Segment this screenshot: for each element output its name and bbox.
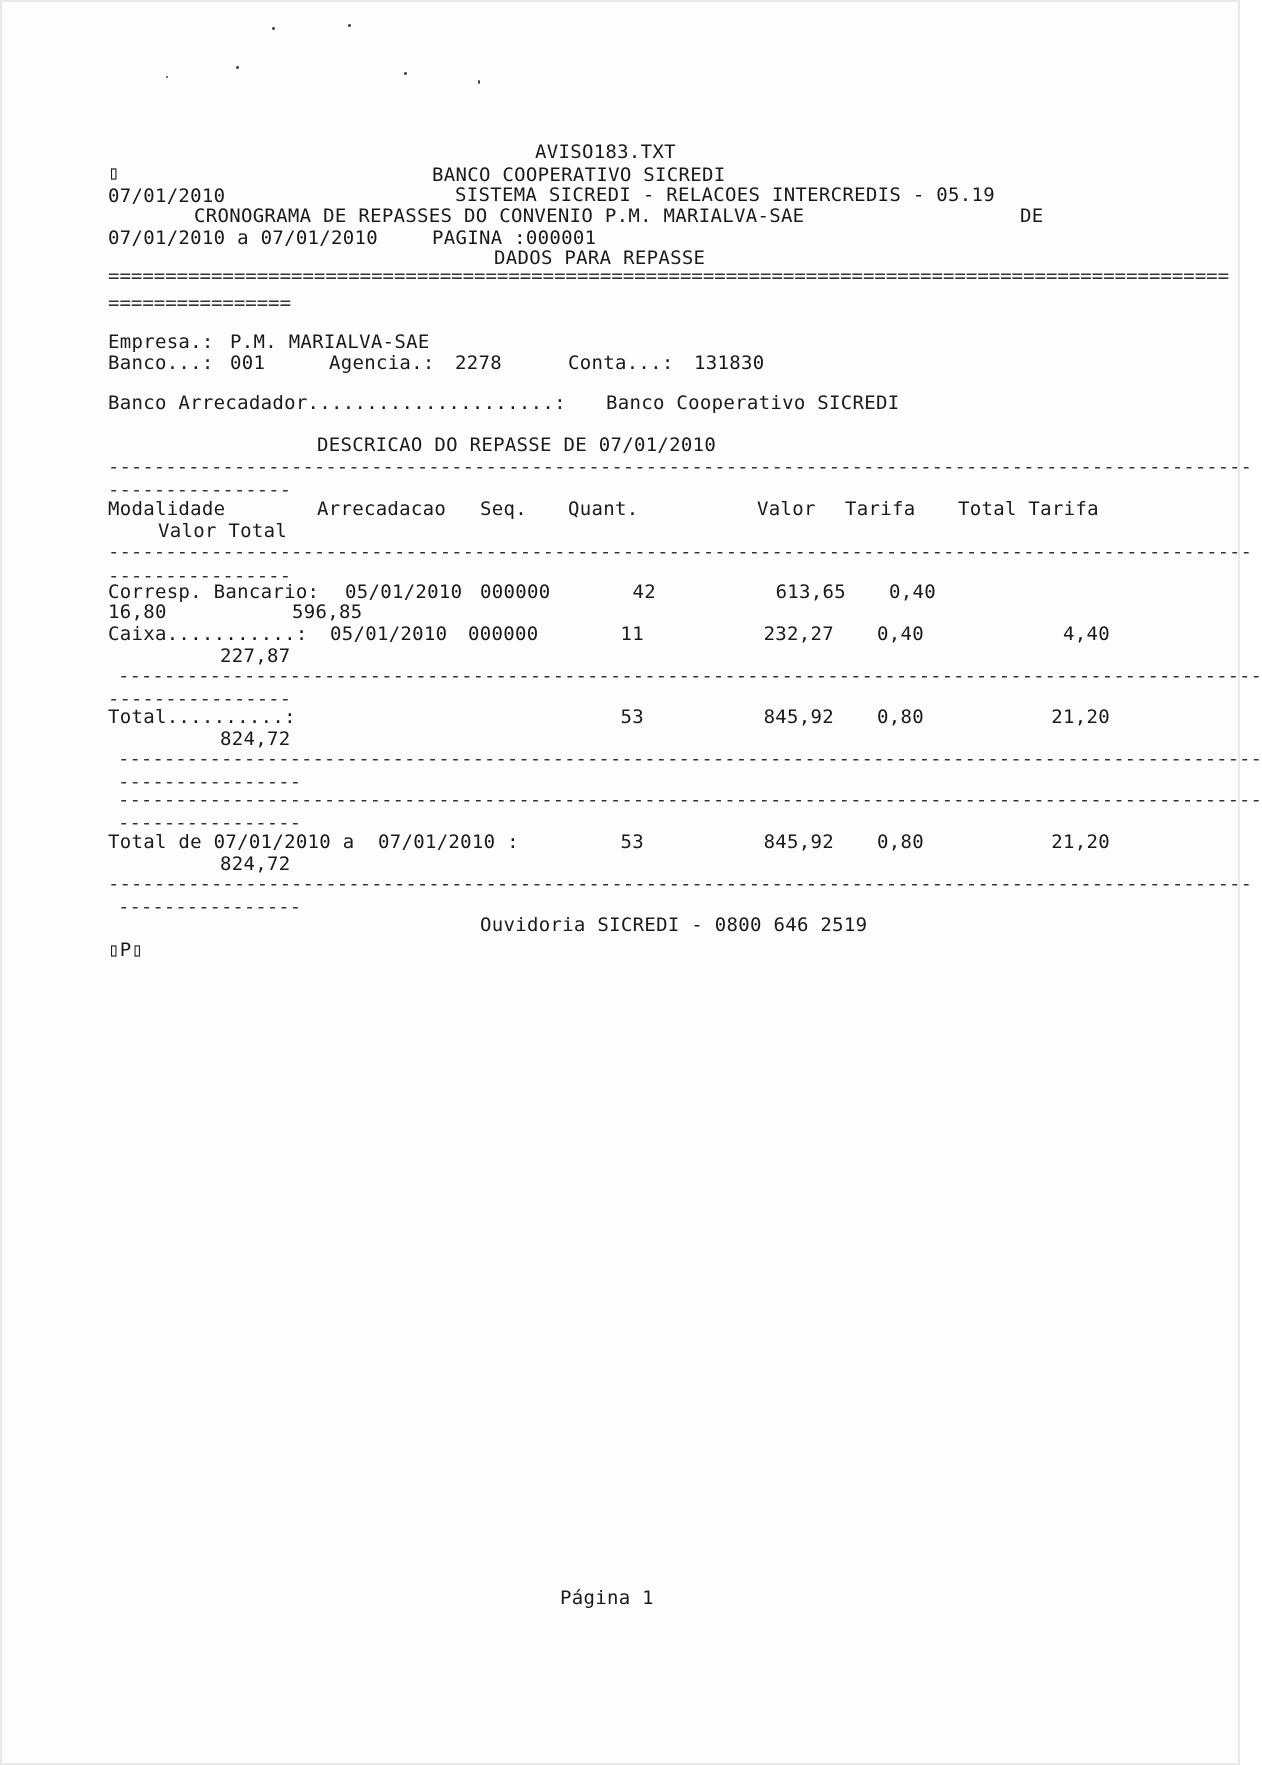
bank-name: BANCO COOPERATIVO SICREDI: [432, 164, 726, 186]
total-quant: 53: [620, 706, 644, 728]
agencia-label: Agencia.:: [329, 352, 435, 374]
row-valor: 613,65: [775, 581, 846, 603]
col-total-tarifa: Total Tarifa: [958, 498, 1099, 520]
row-valor-total: 227,87: [220, 645, 291, 667]
period-total-quant: 53: [620, 831, 644, 853]
double-rule: ==================================================================================================: [108, 265, 1230, 287]
period-total-valor: 845,92: [763, 831, 834, 853]
col-quant: Quant.: [568, 498, 639, 520]
dashed-rule: ----------------------------------------------------------------------------------------------------: [108, 456, 1252, 478]
dashed-rule: ----------------------------------------------------------------------------------------------------: [118, 789, 1262, 811]
period-total-total-tarifa: 21,20: [1051, 831, 1110, 853]
banco-label: Banco...:: [108, 352, 214, 374]
row-modalidade: Corresp. Bancario:: [108, 581, 320, 603]
period-total-label: Total de 07/01/2010 a 07/01/2010 :: [108, 831, 519, 853]
form-feed-marker: ▯P▯: [108, 939, 144, 961]
dashed-rule: ----------------: [118, 812, 302, 834]
col-seq: Seq.: [480, 498, 527, 520]
total-valor: 845,92: [763, 706, 834, 728]
report-period: 07/01/2010 a 07/01/2010: [108, 227, 378, 249]
banco-value: 001: [230, 352, 266, 374]
row-tarifa: 0,40: [877, 623, 924, 645]
col-tarifa: Tarifa: [845, 498, 916, 520]
row-arrecadacao: 05/01/2010: [330, 623, 448, 645]
total-label: Total..........:: [108, 706, 296, 728]
dashed-rule: ----------------------------------------------------------------------------------------------------: [108, 873, 1252, 895]
row-total-tarifa: 4,40: [1063, 623, 1110, 645]
row-arrecadacao: 05/01/2010: [345, 581, 463, 603]
dashed-rule: ----------------: [108, 479, 292, 501]
descricao-title: DESCRICAO DO REPASSE DE 07/01/2010: [317, 434, 717, 456]
total-total-tarifa: 21,20: [1051, 706, 1110, 728]
report-date: 07/01/2010: [108, 185, 226, 207]
scan-speck: [272, 27, 275, 30]
scan-speck: [166, 76, 168, 78]
arrecadador-label: Banco Arrecadador.....................:: [108, 392, 566, 414]
scan-speck: [348, 24, 351, 27]
row-valor: 232,27: [763, 623, 834, 645]
dashed-rule: ----------------: [118, 896, 302, 918]
row-quant: 42: [632, 581, 656, 603]
control-marker: ▯: [108, 162, 120, 184]
schedule-title: CRONOGRAMA DE REPASSES DO CONVENIO P.M. MARIALVA-SAE: [194, 205, 805, 227]
double-rule: ================: [108, 292, 292, 314]
dashed-rule: ----------------------------------------------------------------------------------------------------: [108, 541, 1252, 563]
section-title: DADOS PARA REPASSE: [494, 247, 706, 269]
dashed-rule: ----------------------------------------------------------------------------------------------------: [118, 665, 1262, 687]
row-valor-total: 596,85: [292, 601, 363, 623]
total-valor-total: 824,72: [220, 728, 291, 750]
row-modalidade: Caixa...........:: [108, 623, 308, 645]
file-name: AVISO183.TXT: [535, 141, 676, 163]
dashed-rule: ----------------: [118, 771, 302, 793]
scan-speck: [478, 80, 480, 84]
dashed-rule: ----------------------------------------------------------------------------------------------------: [118, 748, 1262, 770]
col-modalidade: Modalidade: [108, 498, 226, 520]
total-tarifa: 0,80: [877, 706, 924, 728]
row-total-tarifa: 16,80: [108, 601, 167, 623]
agencia-value: 2278: [455, 352, 502, 374]
conta-label: Conta...:: [568, 352, 674, 374]
arrecadador-value: Banco Cooperativo SICREDI: [606, 392, 900, 414]
scan-speck: [236, 66, 239, 69]
row-seq: 000000: [468, 623, 539, 645]
row-quant: 11: [620, 623, 644, 645]
col-valor-total: Valor Total: [158, 520, 288, 542]
dashed-rule: ----------------: [108, 565, 292, 587]
period-total-tarifa: 0,80: [877, 831, 924, 853]
col-valor: Valor: [757, 498, 816, 520]
conta-value: 131830: [694, 352, 765, 374]
row-tarifa: 0,40: [889, 581, 936, 603]
page-number: PAGINA :000001: [432, 227, 597, 249]
system-name: SISTEMA SICREDI - RELACOES INTERCREDIS - 05.19: [455, 184, 995, 206]
empresa-value: P.M. MARIALVA-SAE: [230, 331, 430, 353]
ouvidoria-contact: Ouvidoria SICREDI - 0800 646 2519: [480, 914, 868, 936]
de-label: DE: [1020, 205, 1044, 227]
dashed-rule: ----------------: [108, 688, 292, 710]
empresa-label: Empresa.:: [108, 331, 214, 353]
col-arrecadacao: Arrecadacao: [317, 498, 447, 520]
page-footer: Página 1: [560, 1587, 654, 1609]
scan-speck: [404, 72, 407, 75]
period-total-valor-total: 824,72: [220, 853, 291, 875]
row-seq: 000000: [480, 581, 551, 603]
